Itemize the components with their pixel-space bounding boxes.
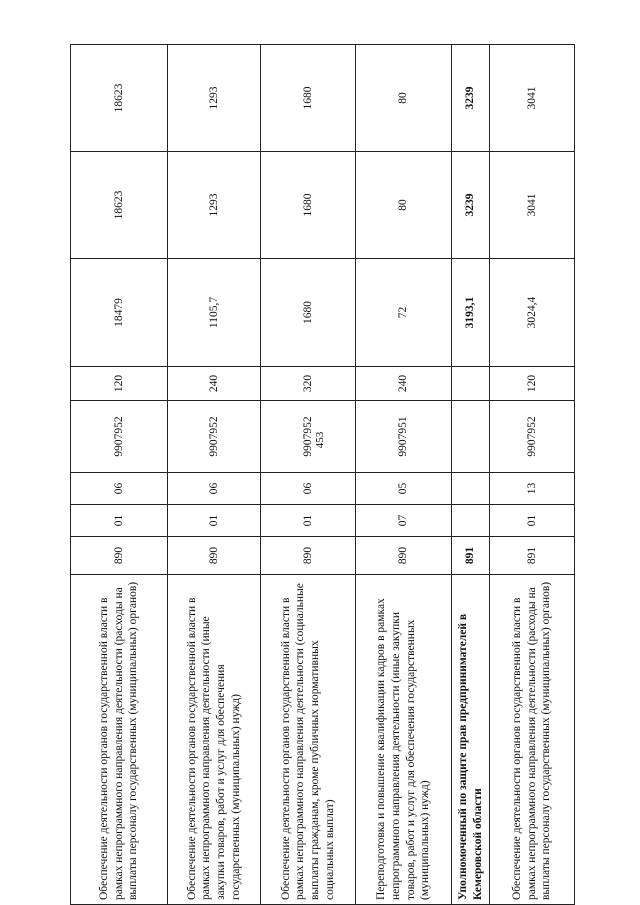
row-subsection: 13 <box>490 473 575 505</box>
row-amount-1: 1105,7 <box>168 259 261 367</box>
row-expense-type: 120 <box>71 367 168 401</box>
row-expense-type: 120 <box>490 367 575 401</box>
row-amount-3: 80 <box>356 45 452 152</box>
table-row <box>356 45 452 905</box>
row-subsection: 06 <box>168 473 261 505</box>
row-amount-1: 3193,1 <box>452 259 490 367</box>
row-ministry: 890 <box>71 537 168 575</box>
row-target: 9907952 <box>71 401 168 473</box>
row-amount-3: 3239 <box>452 45 490 152</box>
row-amount-3: 3041 <box>490 45 575 152</box>
row-subsection: 06 <box>71 473 168 505</box>
row-section: 01 <box>490 505 575 537</box>
row-amount-2: 3239 <box>452 152 490 259</box>
row-section: 07 <box>356 505 452 537</box>
row-ministry: 891 <box>490 537 575 575</box>
row-ministry: 890 <box>356 537 452 575</box>
table-row <box>71 45 168 905</box>
row-amount-2: 1293 <box>168 152 261 259</box>
row-amount-1: 72 <box>356 259 452 367</box>
row-expense-type <box>452 367 490 401</box>
row-section: 01 <box>71 505 168 537</box>
row-subsection <box>452 473 490 505</box>
row-target: 9907951 <box>356 401 452 473</box>
row-amount-2: 3041 <box>490 152 575 259</box>
rotated-table-container <box>70 45 553 905</box>
row-amount-2: 1680 <box>261 152 356 259</box>
table-row <box>261 45 356 905</box>
row-expense-type: 240 <box>356 367 452 401</box>
row-description: Переподготовка и повышение квалификации кадров в рамках непрограммного направления деятельности (иные закупки товаров, работ и услуг для обеспечения государственных (муниципальных) нужд) <box>356 575 452 905</box>
row-ministry: 890 <box>261 537 356 575</box>
row-description: Обеспечение деятельности органов государственной власти в рамках непрограммного направления деятельности (расходы на выплаты персоналу государственных (муниципальных) органов) <box>71 575 168 905</box>
table-row <box>490 45 575 905</box>
row-amount-2: 18623 <box>71 152 168 259</box>
row-target: 9907952 <box>168 401 261 473</box>
row-description: Уполномоченный по защите прав предпринимателей в Кемеровской области <box>452 575 490 905</box>
row-section: 01 <box>168 505 261 537</box>
row-amount-1: 3024,4 <box>490 259 575 367</box>
table-row <box>168 45 261 905</box>
row-amount-1: 1680 <box>261 259 356 367</box>
row-target: 9907952 <box>490 401 575 473</box>
row-amount-3: 1293 <box>168 45 261 152</box>
row-section <box>452 505 490 537</box>
row-ministry: 890 <box>168 537 261 575</box>
row-expense-type: 240 <box>168 367 261 401</box>
row-amount-1: 18479 <box>71 259 168 367</box>
row-description: Обеспечение деятельности органов государственной власти в рамках непрограммного направления деятельности (иные закупки товаров, работ и услуг для обеспечения государственных (муниципальных) нужд) <box>168 575 261 905</box>
row-target: 9907952 <box>261 401 356 473</box>
table-body <box>71 45 575 905</box>
row-amount-3: 18623 <box>71 45 168 152</box>
row-amount-3: 1680 <box>261 45 356 152</box>
row-description: Обеспечение деятельности органов государственной власти в рамках непрограммного направления деятельности (расходы на выплаты персоналу государственных (муниципальных) органов) <box>490 575 575 905</box>
row-description: Обеспечение деятельности органов государственной власти в рамках непрограммного направления деятельности (социальные выплаты гражданам, кроме публичных нормативных социальных выплат) <box>261 575 356 905</box>
row-ministry: 891 <box>452 537 490 575</box>
budget-table <box>70 44 575 905</box>
row-subsection: 06 <box>261 473 356 505</box>
row-section: 01 <box>261 505 356 537</box>
table-row-section-header <box>452 45 490 905</box>
row-amount-2: 80 <box>356 152 452 259</box>
row-expense-type: 320 <box>261 367 356 401</box>
row-subsection: 05 <box>356 473 452 505</box>
row-target <box>452 401 490 473</box>
page-number: 453 <box>314 431 326 449</box>
